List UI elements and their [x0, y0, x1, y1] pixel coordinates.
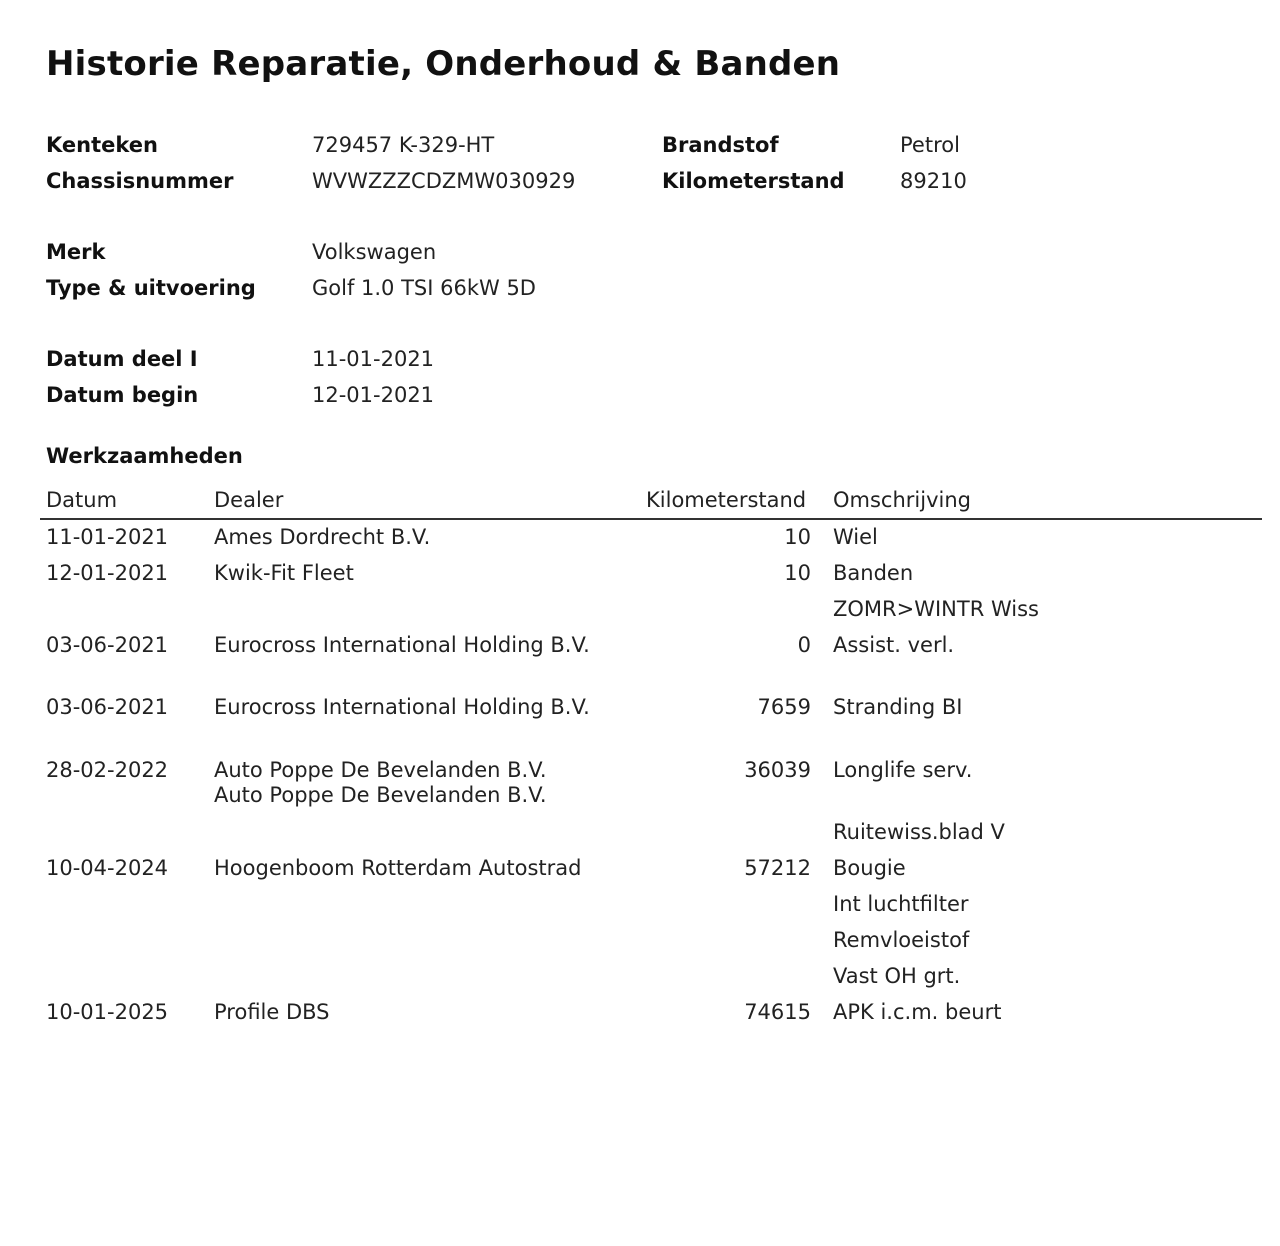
cell-kilometerstand: 7659 [757, 695, 811, 719]
type-value: Golf 1.0 TSI 66kW 5D [312, 276, 536, 300]
table-header [40, 484, 1262, 520]
cell-kilometerstand: 57212 [744, 856, 811, 880]
cell-dealer: Hoogenboom Rotterdam Autostrad [214, 856, 582, 880]
cell-datum: 10-04-2024 [46, 856, 169, 880]
merk-value: Volkswagen [312, 240, 437, 264]
cell-omschrijving: Longlife serv. [833, 758, 973, 782]
datum-begin-value: 12-01-2021 [312, 383, 435, 407]
cell-omschrijving: Ruitewiss.blad V [833, 820, 1005, 844]
column-header-dealer: Dealer [214, 488, 284, 512]
cell-datum: 11-01-2021 [46, 525, 169, 549]
page-title: Historie Reparatie, Onderhoud & Banden [46, 44, 841, 84]
cell-kilometerstand: 10 [784, 525, 811, 549]
merk-label: Merk [46, 240, 106, 264]
cell-datum: 03-06-2021 [46, 695, 169, 719]
cell-dealer: Profile DBS [214, 1000, 330, 1024]
cell-dealer: Eurocross International Holding B.V. [214, 633, 590, 657]
cell-dealer: Kwik-Fit Fleet [214, 561, 354, 585]
chassis-label: Chassisnummer [46, 169, 234, 193]
cell-kilometerstand: 36039 [744, 758, 811, 782]
datum-deel-label: Datum deel I [46, 347, 198, 371]
cell-dealer: Auto Poppe De Bevelanden B.V. Auto Poppe De Bevelanden B.V. [214, 758, 547, 807]
kilometerstand-value: 89210 [900, 169, 967, 193]
cell-dealer: Ames Dordrecht B.V. [214, 525, 431, 549]
column-header-kilometerstand: Kilometerstand [646, 488, 807, 512]
kenteken-label: Kenteken [46, 133, 158, 157]
column-header-datum: Datum [46, 488, 118, 512]
datum-deel-value: 11-01-2021 [312, 347, 435, 371]
cell-omschrijving: Remvloeistof [833, 928, 970, 952]
chassis-value: WVWZZZCDZMW030929 [312, 169, 576, 193]
cell-omschrijving: Vast OH grt. [833, 964, 961, 988]
cell-omschrijving: Banden [833, 561, 914, 585]
cell-datum: 03-06-2021 [46, 633, 169, 657]
cell-kilometerstand: 74615 [744, 1000, 811, 1024]
column-header-omschrijving: Omschrijving [833, 488, 971, 512]
kilometerstand-label: Kilometerstand [662, 169, 845, 193]
cell-omschrijving: Stranding BI [833, 695, 963, 719]
cell-kilometerstand: 10 [784, 561, 811, 585]
brandstof-value: Petrol [900, 133, 960, 157]
cell-omschrijving: Int luchtfilter [833, 892, 969, 916]
datum-begin-label: Datum begin [46, 383, 199, 407]
cell-dealer: Eurocross International Holding B.V. [214, 695, 590, 719]
cell-datum: 12-01-2021 [46, 561, 169, 585]
cell-omschrijving: Wiel [833, 525, 878, 549]
cell-omschrijving: ZOMR>WINTR Wiss [833, 597, 1040, 621]
cell-datum: 10-01-2025 [46, 1000, 169, 1024]
type-label: Type & uitvoering [46, 276, 256, 300]
brandstof-label: Brandstof [662, 133, 779, 157]
cell-kilometerstand: 0 [797, 633, 811, 657]
cell-omschrijving: Assist. verl. [833, 633, 955, 657]
cell-omschrijving: Bougie [833, 856, 906, 880]
cell-omschrijving: APK i.c.m. beurt [833, 1000, 1002, 1024]
cell-datum: 28-02-2022 [46, 758, 169, 782]
kenteken-value: 729457 K-329-HT [312, 133, 495, 157]
work-section-heading: Werkzaamheden [46, 444, 243, 468]
